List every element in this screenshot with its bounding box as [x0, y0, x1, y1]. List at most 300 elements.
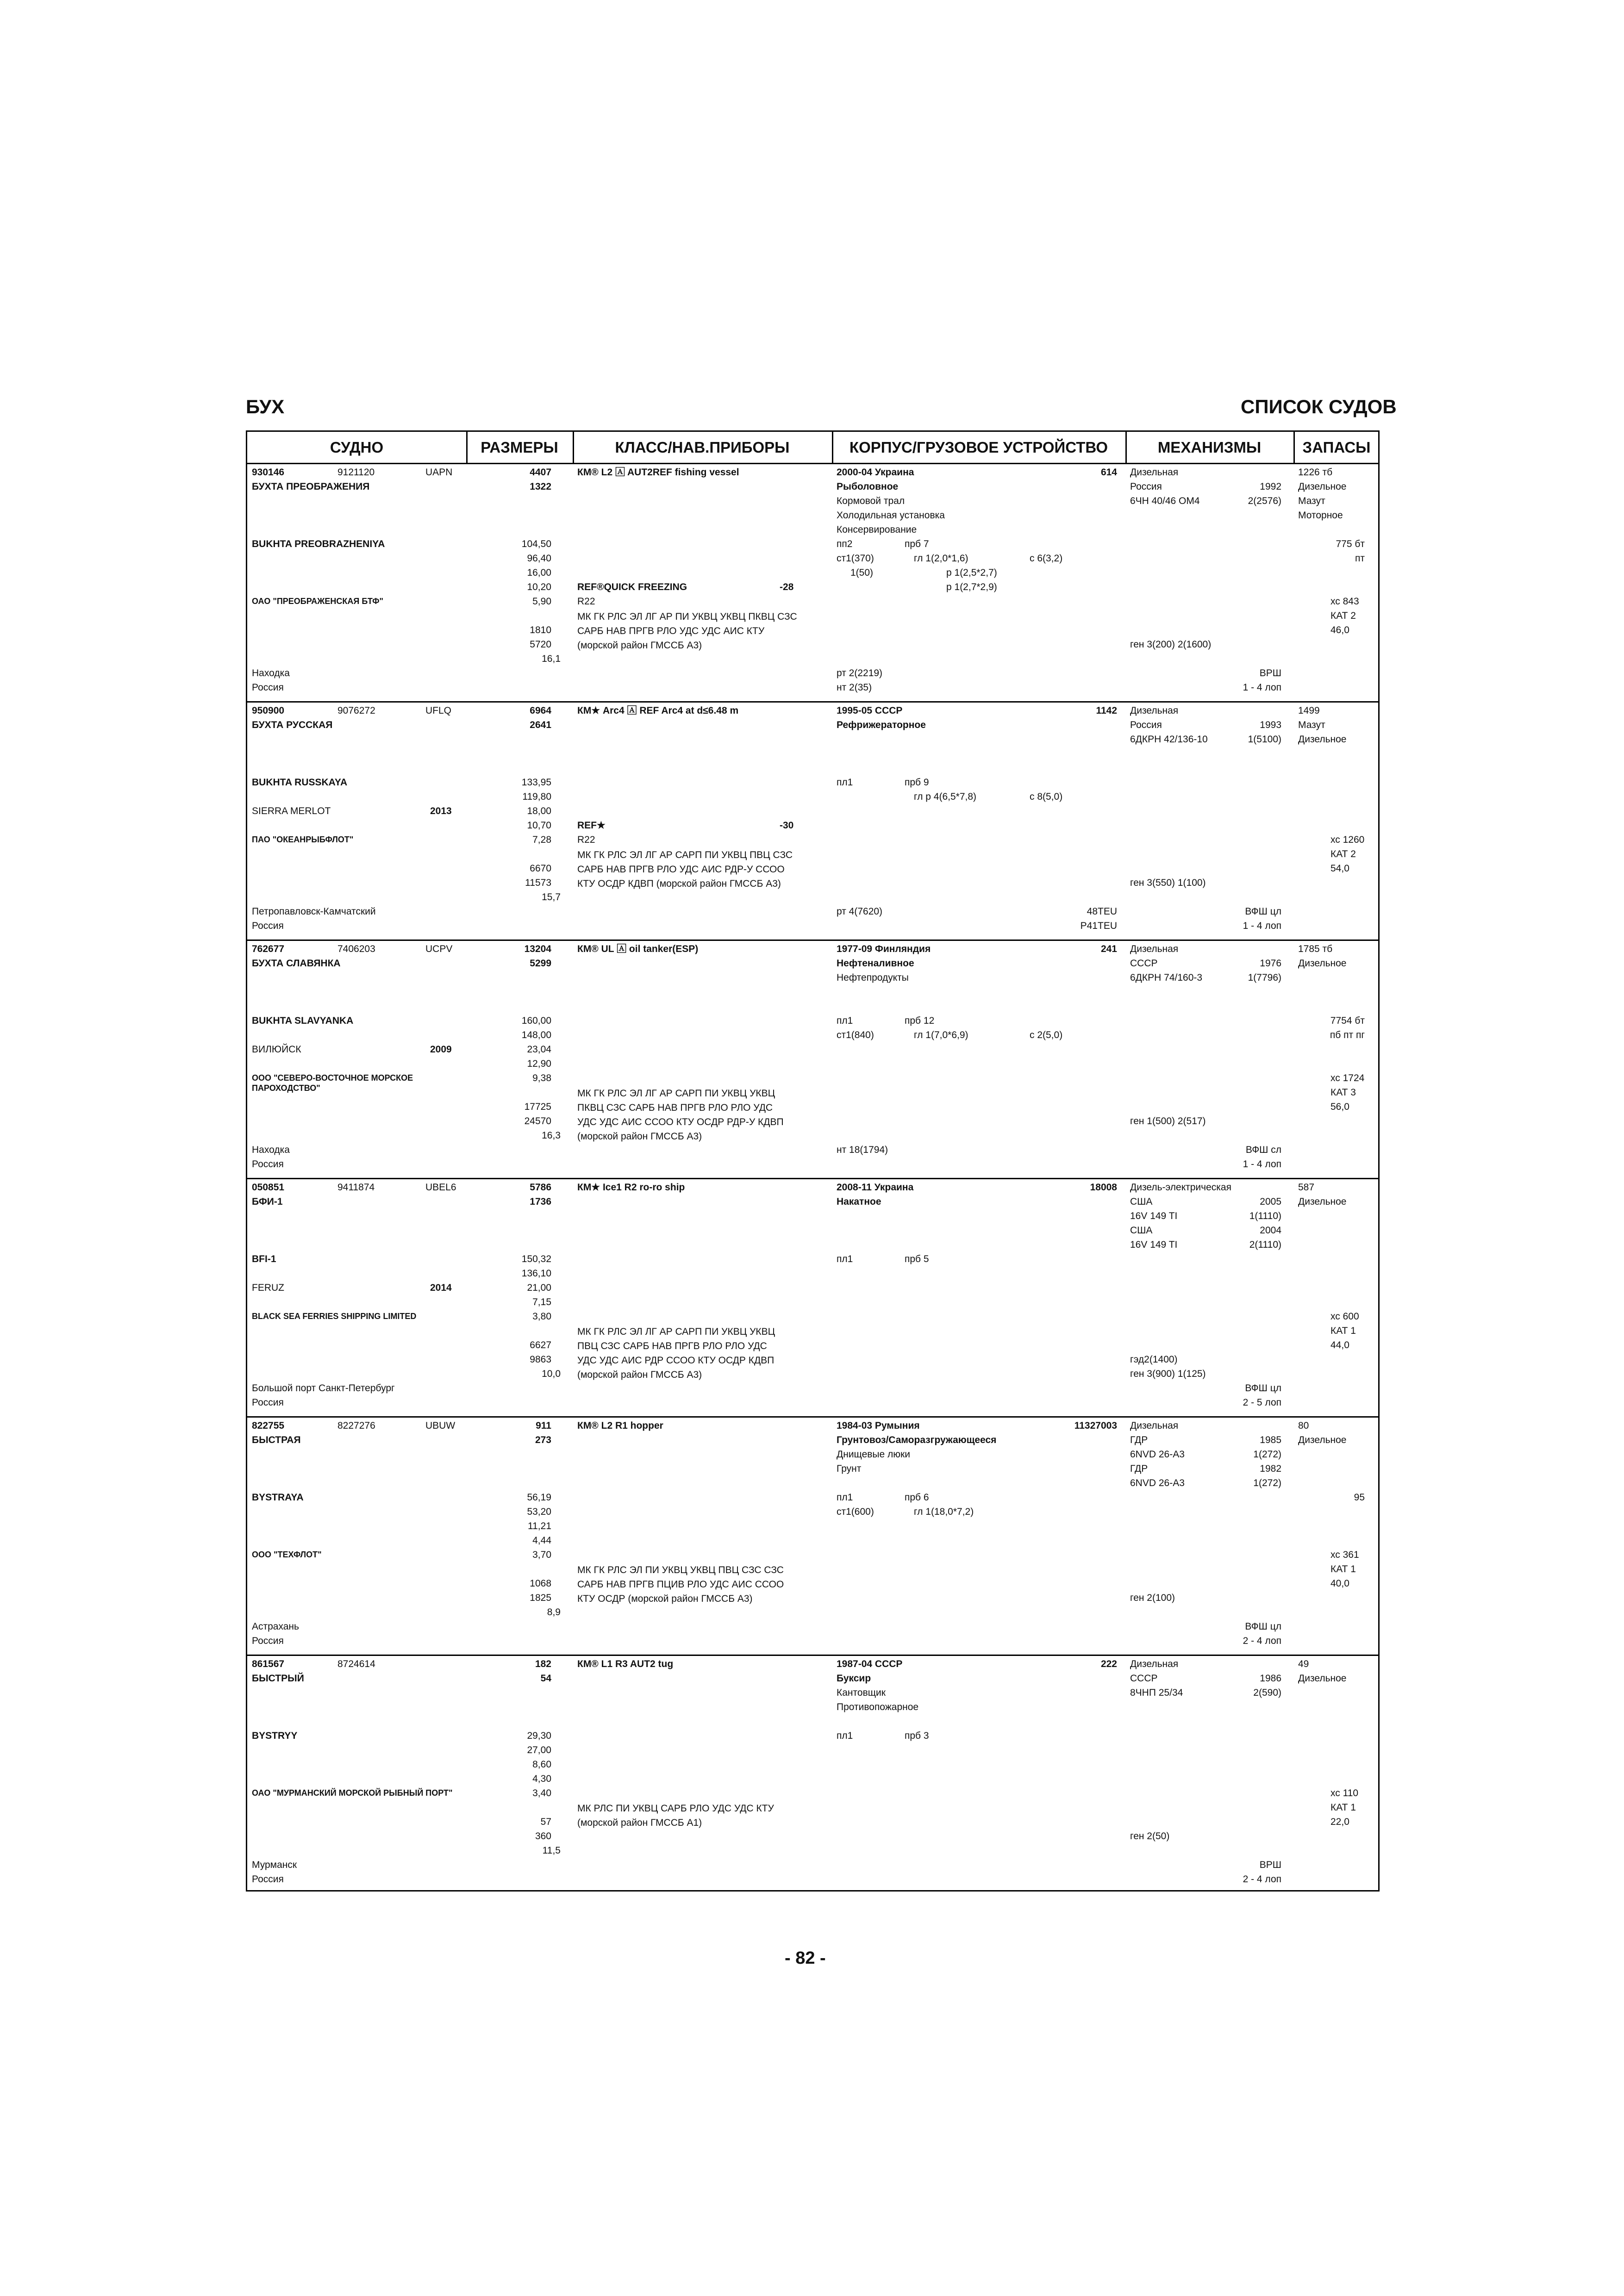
vessel-hull-type: Кормовой трал: [837, 496, 905, 506]
vessel-dimension-value: 9,38: [532, 1073, 551, 1083]
hull-decks: пл1: [837, 1730, 853, 1741]
vessel-dimension-value: 1068: [530, 1578, 551, 1589]
vessel-home-port: Находка: [252, 1145, 290, 1155]
engine-power: 2(590): [1253, 1687, 1281, 1698]
vessel-dimension-value: 18,00: [527, 806, 551, 816]
hull-bulkheads: прб 3: [905, 1730, 929, 1741]
engine-power: 1(7796): [1248, 972, 1281, 983]
propeller-blades: 2 - 5 лоп: [1243, 1397, 1281, 1408]
engine-type: Дизельная: [1130, 467, 1179, 478]
page-number: - 82 -: [785, 1948, 826, 1968]
vessel-dimension-value: 54: [540, 1673, 551, 1684]
vessel-flag-country: Россия: [252, 682, 284, 693]
crew-rate: 56,0: [1330, 1101, 1349, 1112]
vessel-dimension-value: 1810: [530, 625, 551, 635]
fuel-type-1: Дизельное: [1298, 481, 1347, 492]
hull-decks: пл1: [837, 1492, 853, 1503]
hull-hatches: гл р 4(6,5*7,8): [914, 791, 977, 802]
vessel-previous-name: SIERRA MERLOT: [252, 806, 331, 816]
vessel-dimension-value: 57: [540, 1817, 551, 1827]
row-divider: [247, 1655, 1378, 1656]
vessel-hull-type: Днищевые люки: [837, 1449, 910, 1460]
vessel-record: [247, 1657, 1378, 1891]
fuel-ballast: 95: [1354, 1492, 1365, 1503]
vessel-flag-country: Россия: [252, 1636, 284, 1646]
vessel-dimension-value: 150,32: [521, 1254, 551, 1264]
vessel-record: [247, 942, 1378, 1176]
vessel-dimension-value: 5786: [530, 1182, 551, 1193]
fuel-type-2: Дизельное: [1298, 734, 1347, 745]
container-capacity: 48TEU: [1087, 906, 1117, 917]
vessel-nav-equipment: (морской район ГМССБ А3): [577, 1369, 702, 1380]
vessel-dimension-value: 7,15: [532, 1297, 551, 1307]
engine-type: Дизель-электрическая: [1130, 1182, 1231, 1193]
vessel-hull-type: Холодильная установка: [837, 510, 945, 521]
vessel-dimension-value: 6964: [530, 705, 551, 716]
vessel-dimension-value: 182: [535, 1659, 551, 1669]
hull-decks: пл1: [837, 777, 853, 788]
vessel-hull-type: Накатное: [837, 1196, 881, 1207]
cold-storage: хс 110: [1330, 1788, 1359, 1798]
vessel-class-notation: КМ® L2 🄰 AUT2REF fishing vessel: [577, 467, 739, 478]
fuel-type-1: Мазут: [1298, 720, 1325, 730]
vessel-dimension-value: 10,20: [527, 582, 551, 592]
vessel-previous-name: FERUZ: [252, 1282, 284, 1293]
engine-country: Россия: [1130, 481, 1162, 492]
fuel-capacity: 49: [1298, 1659, 1309, 1669]
cold-storage: хс 361: [1330, 1549, 1359, 1560]
engine-power: 1(5100): [1248, 734, 1281, 745]
vessel-home-port: Астрахань: [252, 1621, 299, 1632]
engine2-power: 2(1110): [1249, 1239, 1281, 1250]
vessel-call-sign: UFLQ: [425, 705, 452, 716]
col-header-vessel: СУДНО: [330, 439, 384, 456]
vessel-nav-equipment: (морской район ГМССБ А3): [577, 1131, 702, 1142]
vessel-build-info: 1995-05 СССР: [837, 705, 903, 716]
vessel-latin-name: BYSTRYY: [252, 1730, 298, 1741]
fuel-capacity: 1785 тб: [1298, 944, 1333, 954]
engine2-power: 1(272): [1253, 1478, 1281, 1488]
vessel-reg-number: 950900: [252, 705, 285, 716]
vessel-call-sign: UBUW: [425, 1420, 456, 1431]
vessel-dimension-value: 3,80: [532, 1311, 551, 1322]
propeller-type: ВФШ цл: [1245, 906, 1281, 917]
vessel-nav-equipment: МК РЛС ПИ УКВЦ САРБ РЛО УДС УДС КТУ: [577, 1803, 774, 1814]
generators: ген 2(50): [1130, 1831, 1170, 1842]
vessel-nav-equipment: ПВЦ СЗС САРБ НАВ ПРГВ РЛО РЛО УДС: [577, 1341, 767, 1351]
vessel-dimension-value: 29,30: [527, 1730, 551, 1741]
fuel-capacity: 80: [1298, 1420, 1309, 1431]
engine-type: Дизельная: [1130, 1659, 1179, 1669]
cargo-holds: нт 18(1794): [837, 1145, 888, 1155]
vessel-build-info: 2008-11 Украина: [837, 1182, 914, 1193]
engine-model: 8ЧНП 25/34: [1130, 1687, 1183, 1698]
category: КАТ 1: [1330, 1325, 1356, 1336]
category: КАТ 1: [1330, 1564, 1356, 1574]
fuel-type-1: Дизельное: [1298, 1196, 1347, 1207]
vessel-dimension-value: 11573: [525, 877, 551, 888]
vessel-imo: 9411874: [337, 1182, 375, 1193]
fuel-capacity: 1226 тб: [1298, 467, 1333, 478]
vessel-latin-name: BUKHTA RUSSKAYA: [252, 777, 348, 788]
generators: ген 3(550) 1(100): [1130, 877, 1206, 888]
category: КАТ 2: [1330, 610, 1356, 621]
hull-derricks: с 6(3,2): [1030, 553, 1063, 564]
col-divider: [573, 432, 574, 463]
generators: ген 3(200) 2(1600): [1130, 639, 1212, 650]
vessel-dimension-value: 119,80: [522, 791, 551, 802]
vessel-previous-name-year: 2014: [430, 1282, 452, 1293]
engine2-country: США: [1130, 1225, 1153, 1236]
fuel-type-1: Дизельное: [1298, 1435, 1347, 1445]
header-right: СПИСОК СУДОВ: [1241, 396, 1397, 417]
vessel-nav-equipment: УДС УДС АИС ССОО КТУ ОСДР РДР-У КДВП: [577, 1117, 784, 1127]
vessel-yard-number: 614: [1100, 467, 1117, 478]
fuel-type-3: Моторное: [1298, 510, 1343, 521]
vessel-hull-type: Рыболовное: [837, 481, 899, 492]
crew-rate: 44,0: [1330, 1340, 1349, 1350]
hull-bulkheads: прб 5: [905, 1254, 929, 1264]
col-header-hull: КОРПУС/ГРУЗОВОЕ УСТРОЙСТВО: [849, 439, 1108, 456]
crew-rate: 22,0: [1330, 1817, 1349, 1827]
row-divider: [247, 1416, 1378, 1418]
engine-model: 6NVD 26-A3: [1130, 1449, 1185, 1460]
hull-decks: пл1: [837, 1254, 853, 1264]
col-header-machinery: МЕХАНИЗМЫ: [1157, 439, 1262, 456]
fuel-ballast: 7754 бт: [1330, 1015, 1365, 1026]
vessel-dimension-value: 4407: [530, 467, 551, 478]
vessel-class-notation: КМ® L1 R3 AUT2 tug: [577, 1659, 674, 1669]
engine-model: 6ЧН 40/46 ОМ4: [1130, 496, 1200, 506]
vessel-yard-number: 222: [1100, 1659, 1117, 1669]
vessel-nav-equipment: МК ГК РЛС ЭЛ ЛГ АР ПИ УКВЦ УКВЦ ПКВЦ СЗС: [577, 611, 797, 622]
vessel-dimension-value: 16,00: [527, 567, 551, 578]
vessel-owner: ООО "СЕВЕРО-ВОСТОЧНОЕ МОРСКОЕ ПАРОХОДСТВО": [252, 1073, 413, 1093]
cargo-tanks: нт 2(35): [837, 682, 872, 693]
hull-decks: пл1: [837, 1015, 853, 1026]
vessel-imo: 8227276: [337, 1420, 375, 1431]
vessel-yard-number: 18008: [1090, 1182, 1117, 1193]
vessel-dimension-value: 360: [535, 1831, 551, 1842]
vessel-dimension-value: 911: [536, 1420, 551, 1431]
engine-model: 16V 149 TI: [1130, 1211, 1178, 1221]
propeller-blades: 1 - 4 лоп: [1243, 921, 1281, 931]
vessel-owner: ООО "ТЕХФЛОТ": [252, 1550, 322, 1559]
vessel-dimension-value: 16,3: [542, 1130, 561, 1141]
vessel-flag-country: Россия: [252, 1397, 284, 1408]
vessel-name: БУХТА СЛАВЯНКА: [252, 958, 341, 969]
propeller-blades: 1 - 4 лоп: [1243, 1159, 1281, 1170]
engine-type: Дизельная: [1130, 705, 1179, 716]
col-header-class: КЛАСС/НАВ.ПРИБОРЫ: [615, 439, 790, 456]
vessel-dimension-value: 11,5: [542, 1845, 561, 1856]
hull-cranes: ст1(370): [837, 553, 874, 564]
fuel-other: пб пт пг: [1330, 1030, 1365, 1040]
vessel-call-sign: UBEL6: [425, 1182, 456, 1193]
engine2-country: ГДР: [1130, 1463, 1148, 1474]
col-divider: [1293, 432, 1295, 463]
vessel-ref-temperature: -30: [780, 820, 794, 831]
crew-rate: 54,0: [1330, 863, 1349, 874]
vessel-dimension-value: 6670: [530, 863, 551, 874]
vessel-imo: 8724614: [337, 1659, 375, 1669]
category: КАТ 3: [1330, 1087, 1356, 1098]
hull-hatches: гл 1(7,0*6,9): [914, 1030, 968, 1040]
row-divider: [247, 940, 1378, 941]
vessel-previous-name-year: 2013: [430, 806, 452, 816]
vessel-hull-type: Рефрижераторное: [837, 720, 926, 730]
engine-type: Дизельная: [1130, 944, 1179, 954]
vessel-latin-name: BUKHTA SLAVYANKA: [252, 1015, 354, 1026]
row-divider: [247, 701, 1378, 703]
vessel-nav-equipment: МК ГК РЛС ЭЛ ЛГ АР САРП ПИ УКВЦ УКВЦ: [577, 1088, 775, 1099]
engine2-year: 1982: [1260, 1463, 1281, 1474]
generators: ген 2(100): [1130, 1593, 1175, 1603]
vessel-call-sign: UCPV: [425, 944, 453, 954]
vessel-record: [247, 1419, 1378, 1652]
vessel-refrigerant: R22: [577, 834, 595, 845]
vessel-home-port: Мурманск: [252, 1860, 297, 1870]
propeller-blades: 2 - 4 лоп: [1243, 1636, 1281, 1646]
propeller-type: ВРШ: [1259, 1860, 1281, 1870]
vessel-class-notation: КМ® L2 R1 hopper: [577, 1420, 663, 1431]
generators: гэд2(1400): [1130, 1354, 1178, 1365]
fuel-type-2: Мазут: [1298, 496, 1325, 506]
vessel-dimension-value: 4,30: [532, 1773, 551, 1784]
fuel-ballast: 775 бт: [1336, 539, 1365, 549]
vessel-build-info: 1987-04 СССР: [837, 1659, 903, 1669]
vessel-reg-number: 762677: [252, 944, 285, 954]
vessel-yard-number: 1142: [1096, 705, 1117, 716]
engine-year: 1985: [1260, 1435, 1281, 1445]
fuel-type-1: Дизельное: [1298, 1673, 1347, 1684]
vessel-dimension-value: 1736: [530, 1196, 551, 1207]
vessel-call-sign: UAPN: [425, 467, 453, 478]
vessel-dimension-value: 1825: [530, 1593, 551, 1603]
hull-cranes: ст1(840): [837, 1030, 874, 1040]
cold-storage: хс 600: [1330, 1311, 1359, 1322]
engine2-model: 16V 149 TI: [1130, 1239, 1178, 1250]
engine-year: 2005: [1260, 1196, 1281, 1207]
vessel-owner: BLACK SEA FERRIES SHIPPING LIMITED: [252, 1312, 417, 1321]
vessel-dimension-value: 148,00: [521, 1030, 551, 1040]
vessel-dimension-value: 4,44: [532, 1535, 551, 1546]
vessel-dimension-value: 10,70: [527, 820, 551, 831]
hull-hatches: гл 1(18,0*7,2): [914, 1506, 974, 1517]
vessel-latin-name: BUKHTA PREOBRAZHENIYA: [252, 539, 385, 549]
vessel-dimension-value: 3,70: [532, 1549, 551, 1560]
vessel-hull-type: Противопожарное: [837, 1702, 919, 1712]
engine2-model: 6NVD 26-A3: [1130, 1478, 1185, 1488]
vessel-table: [246, 430, 1380, 1892]
vessel-reg-number: 822755: [252, 1420, 285, 1431]
vessel-dimension-value: 136,10: [521, 1268, 551, 1279]
vessel-dimension-value: 53,20: [527, 1506, 551, 1517]
engine-country: ГДР: [1130, 1435, 1148, 1445]
engine-year: 1992: [1260, 481, 1281, 492]
vessel-nav-equipment: САРБ НАВ ПРГВ РЛО УДС АИС РДР-У ССОО: [577, 864, 785, 875]
vessel-hull-type: Нефтеналивное: [837, 958, 914, 969]
vessel-nav-equipment: ПКВЦ СЗС САРБ НАВ ПРГВ РЛО РЛО УДС: [577, 1102, 773, 1113]
engine-country: СССР: [1130, 1673, 1158, 1684]
vessel-dimension-value: 23,04: [527, 1044, 551, 1055]
vessel-nav-equipment: МК ГК РЛС ЭЛ ЛГ АР САРП ПИ УКВЦ УКВЦ: [577, 1326, 775, 1337]
hull-bulkheads: прб 9: [905, 777, 929, 788]
engine-type: Дизельная: [1130, 1420, 1179, 1431]
hull-bulkheads: прб 6: [905, 1492, 929, 1503]
category: КАТ 2: [1330, 849, 1356, 859]
hull-cranes-2: 1(50): [850, 567, 874, 578]
engine-power: 2(2576): [1248, 496, 1281, 506]
vessel-ref-temperature: -28: [780, 582, 794, 592]
vessel-home-port: Находка: [252, 668, 290, 678]
col-divider: [1125, 432, 1127, 463]
vessel-dimension-value: 21,00: [527, 1282, 551, 1293]
vessel-dimension-value: 160,00: [521, 1015, 551, 1026]
vessel-class-notation: КМ★ Arc4 🄰 REF Arc4 at d≤6.48 m: [577, 705, 739, 716]
vessel-dimension-value: 7,28: [532, 834, 551, 845]
vessel-imo: 9076272: [337, 705, 375, 716]
generators-2: ген 3(900) 1(125): [1130, 1369, 1206, 1379]
vessel-name: БЫСТРАЯ: [252, 1435, 301, 1445]
vessel-nav-equipment: УДС УДС АИС РДР ССОО КТУ ОСДР КДВП: [577, 1355, 775, 1366]
vessel-nav-equipment: (морской район ГМССБ А1): [577, 1817, 702, 1828]
vessel-home-port: Большой порт Санкт-Петербург: [252, 1383, 395, 1394]
vessel-dimension-value: 17725: [524, 1101, 551, 1112]
vessel-dimension-value: 104,50: [521, 539, 551, 549]
vessel-dimension-value: 15,7: [542, 892, 561, 902]
hull-hatches: гл 1(2,0*1,6): [914, 553, 968, 564]
vessel-hull-type: Грунтовоз/Саморазгружающееся: [837, 1435, 997, 1445]
vessel-flag-country: Россия: [252, 1874, 284, 1885]
vessel-owner: ОАО "ПРЕОБРАЖЕНСКАЯ БТФ": [252, 597, 384, 606]
vessel-dimension-value: 8,9: [547, 1607, 561, 1618]
propeller-type: ВФШ сл: [1245, 1145, 1281, 1155]
cold-storage: хс 843: [1330, 596, 1359, 607]
fuel-capacity: 587: [1298, 1182, 1315, 1193]
hull-cranes: ст1(600): [837, 1506, 874, 1517]
vessel-dimension-value: 6627: [530, 1340, 551, 1350]
vessel-name: БЫСТРЫЙ: [252, 1673, 304, 1684]
engine-year: 1976: [1260, 958, 1281, 969]
col-divider: [466, 432, 468, 463]
vessel-ref-class: REF★: [577, 820, 606, 831]
engine-power: 1(1110): [1249, 1211, 1281, 1221]
col-divider: [832, 432, 833, 463]
vessel-owner: ОАО "МУРМАНСКИЙ МОРСКОЙ РЫБНЫЙ ПОРТ": [252, 1788, 453, 1798]
vessel-yard-number: 11327003: [1074, 1420, 1117, 1431]
vessel-flag-country: Россия: [252, 921, 284, 931]
vessel-build-info: 1977-09 Финляндия: [837, 944, 931, 954]
vessel-hull-type: Нефтепродукты: [837, 972, 909, 983]
category: КАТ 1: [1330, 1802, 1356, 1813]
vessel-hull-type: Кантовщик: [837, 1687, 886, 1698]
vessel-latin-name: BFI-1: [252, 1254, 276, 1264]
vessel-reg-number: 861567: [252, 1659, 285, 1669]
vessel-dimension-value: 11,21: [528, 1521, 551, 1531]
vessel-nav-equipment: МК ГК РЛС ЭЛ ЛГ АР САРП ПИ УКВЦ ПВЦ СЗС: [577, 850, 793, 860]
vessel-hull-type: Буксир: [837, 1673, 871, 1684]
vessel-dimension-value: 24570: [524, 1116, 551, 1126]
generators: ген 1(500) 2(517): [1130, 1116, 1206, 1126]
engine-model: 6ДКРН 74/160-3: [1130, 972, 1203, 983]
fuel-other: пт: [1355, 553, 1365, 564]
vessel-dimension-value: 56,19: [527, 1492, 551, 1503]
vessel-previous-name: ВИЛЮЙСК: [252, 1044, 301, 1055]
engine-year: 1993: [1260, 720, 1281, 730]
engine-year: 1986: [1260, 1673, 1281, 1684]
vessel-nav-equipment: КТУ ОСДР КДВП (морской район ГМССБ А3): [577, 878, 781, 889]
fuel-capacity: 1499: [1298, 705, 1320, 716]
vessel-name: БУХТА РУССКАЯ: [252, 720, 333, 730]
vessel-build-info: 2000-04 Украина: [837, 467, 914, 478]
vessel-previous-name-year: 2009: [430, 1044, 452, 1055]
hull-hatches-2: р 1(2,5*2,7): [946, 567, 997, 578]
row-divider: [247, 1178, 1378, 1179]
propeller-blades: 1 - 4 лоп: [1243, 682, 1281, 693]
vessel-dimension-value: 10,0: [542, 1369, 561, 1379]
propeller-blades: 2 - 4 лоп: [1243, 1874, 1281, 1885]
fuel-type-1: Дизельное: [1298, 958, 1347, 969]
vessel-dimension-value: 13204: [524, 944, 551, 954]
vessel-dimension-value: 5720: [530, 639, 551, 650]
engine-power: 1(272): [1253, 1449, 1281, 1460]
cold-storage: хс 1724: [1330, 1073, 1365, 1083]
engine-country: США: [1130, 1196, 1153, 1207]
hull-hatches-3: р 1(2,7*2,9): [946, 582, 997, 592]
vessel-ref-class: REF®QUICK FREEZING: [577, 582, 687, 592]
vessel-imo: 9121120: [337, 467, 375, 478]
vessel-reg-number: 930146: [252, 467, 285, 478]
vessel-dimension-value: 9863: [530, 1354, 551, 1365]
vessel-hull-type: Грунт: [837, 1463, 862, 1474]
vessel-class-notation: КМ® UL 🄰 oil tanker(ESP): [577, 944, 699, 954]
vessel-refrigerant: R22: [577, 596, 595, 607]
hull-derricks: с 8(5,0): [1030, 791, 1063, 802]
vessel-dimension-value: 1322: [530, 481, 551, 492]
cold-storage: хс 1260: [1330, 834, 1365, 845]
engine2-year: 2004: [1260, 1225, 1281, 1236]
vessel-name: БУХТА ПРЕОБРАЖЕНИЯ: [252, 481, 370, 492]
vessel-dimension-value: 5,90: [532, 596, 551, 607]
vessel-hull-type: Консервирование: [837, 524, 917, 535]
vessel-nav-equipment: МК ГК РЛС ЭЛ ПИ УКВЦ УКВЦ ПВЦ СЗС СЗС: [577, 1565, 784, 1575]
container-capacity-2: P41TEU: [1080, 921, 1117, 931]
vessel-imo: 7406203: [337, 944, 375, 954]
hull-derricks: с 2(5,0): [1030, 1030, 1063, 1040]
vessel-record: [247, 1180, 1378, 1414]
hull-decks: пп2: [837, 539, 853, 549]
vessel-nav-equipment: САРБ НАВ ПРГВ РЛО УДС УДС АИС КТУ: [577, 626, 765, 636]
vessel-record: [247, 465, 1378, 699]
vessel-dimension-value: 133,95: [521, 777, 551, 788]
engine-country: Россия: [1130, 720, 1162, 730]
vessel-dimension-value: 96,40: [527, 553, 551, 564]
engine-country: СССР: [1130, 958, 1158, 969]
col-header-supplies: ЗАПАСЫ: [1302, 439, 1371, 456]
vessel-dimension-value: 8,60: [532, 1759, 551, 1770]
vessel-flag-country: Россия: [252, 1159, 284, 1170]
vessel-latin-name: BYSTRAYA: [252, 1492, 304, 1503]
vessel-home-port: Петропавловск-Камчатский: [252, 906, 376, 917]
vessel-dimension-value: 12,90: [527, 1058, 551, 1069]
hull-bulkheads: прб 12: [905, 1015, 935, 1026]
crew-rate: 46,0: [1330, 625, 1349, 635]
vessel-nav-equipment: (морской район ГМССБ А3): [577, 640, 702, 651]
header-left: БУХ: [246, 396, 285, 417]
vessel-dimension-value: 2641: [530, 720, 551, 730]
vessel-build-info: 1984-03 Румыния: [837, 1420, 920, 1431]
